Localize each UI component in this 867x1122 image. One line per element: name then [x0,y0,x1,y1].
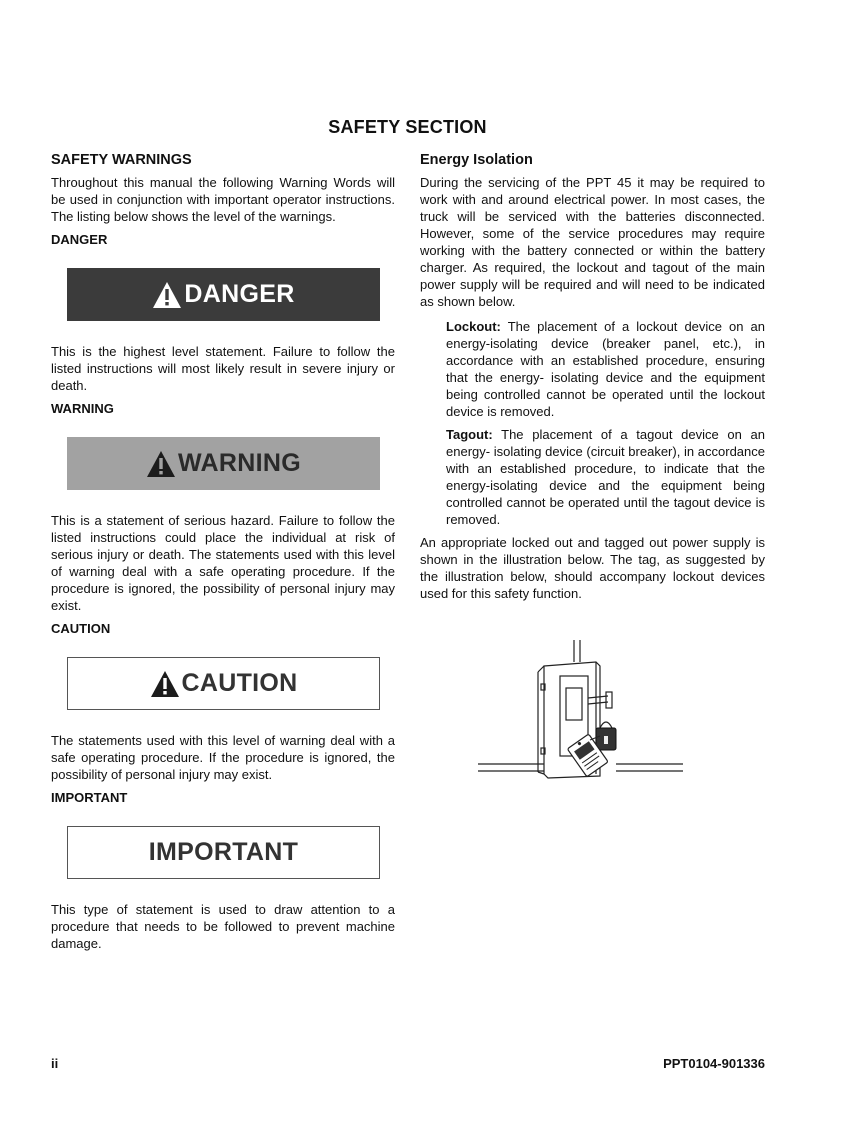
energy-isolation-column [420,152,765,602]
page-title: SAFETY SECTION [328,117,487,137]
warning-description: This is a statement of serious hazard. Failure to follow the listed instructions could place the individual at risk of serious injury or death. The statements used with this level of warning deal with a safe operating procedure. If the procedure is ignored, the possibility of personal injury may exist. [51,513,395,613]
caution-label: CAUTION [51,621,111,636]
caution-description: The statements used with this level of warning deal with a safe operating procedure. If the procedure is ignored, the possibility of personal injury may exist. [51,733,395,782]
document-id: PPT0104-901336 [663,1056,765,1071]
caution-banner-text: CAUTION [181,669,298,697]
energy-isolation-intro: During the servicing of the PPT 45 it may be required to work with and around electrical power. In most cases, the truck will be serviced with the batteries disconnected. However, some of the service procedures may require working with the battery connected or within the battery charger. As required, the lockout and tagout of the main power supply will be required and will need to be indicated as shown below. [420,175,765,309]
caution-banner [67,657,380,710]
important-description: This type of statement is used to draw attention to a procedure that needs to be followed to prevent machine damage. [51,902,395,951]
tagout-text: The placement of a tagout device on an energy- isolating device (circuit breaker), in accordance with an established procedure, to indicate that the energy-isolating device and the equipment being controlled cannot be operated until the tagout device is removed. [446,427,765,527]
tagout-definition [420,426,765,528]
tagout-term: Tagout: [446,427,493,442]
warning-label: WARNING [51,401,114,416]
warning-triangle-icon [152,281,182,309]
lockout-definition [420,318,765,420]
danger-banner-text: DANGER [184,280,295,308]
safety-warnings-heading: SAFETY WARNINGS [51,152,192,168]
warning-triangle-icon [146,450,176,478]
warning-triangle-icon [150,670,180,698]
lockout-term: Lockout: [446,319,501,334]
danger-banner [67,268,380,321]
important-banner [67,826,380,879]
lockout-text: The placement of a lockout device on an energy-isolating device (breaker panel, etc.), in accordance with an established procedure, ensuring that the energy- isolating device and the equipment being controlled cannot be operated until the lockout device is removed. [446,319,765,419]
important-banner-text: IMPORTANT [148,838,299,866]
warning-banner [67,437,380,490]
energy-isolation-heading: Energy Isolation [420,152,533,168]
danger-label: DANGER [51,232,108,247]
important-label: IMPORTANT [51,790,128,805]
lockout-panel-illustration [478,636,688,786]
page-number: ii [51,1056,59,1071]
lockout-closing-paragraph: An appropriate locked out and tagged out power supply is shown in the illustration below. The tag, as suggested by the illustration below, should accompany lockout devices used for this safety function. [420,535,765,601]
safety-warnings-column [51,152,395,952]
safety-warnings-intro: Throughout this manual the following Warning Words will be used in conjunction with important operator instructions. The listing below shows the level of the warnings. [51,175,395,224]
warning-banner-text: WARNING [178,449,301,477]
danger-description: This is the highest level statement. Failure to follow the listed instructions will most likely result in severe injury or death. [51,344,395,393]
